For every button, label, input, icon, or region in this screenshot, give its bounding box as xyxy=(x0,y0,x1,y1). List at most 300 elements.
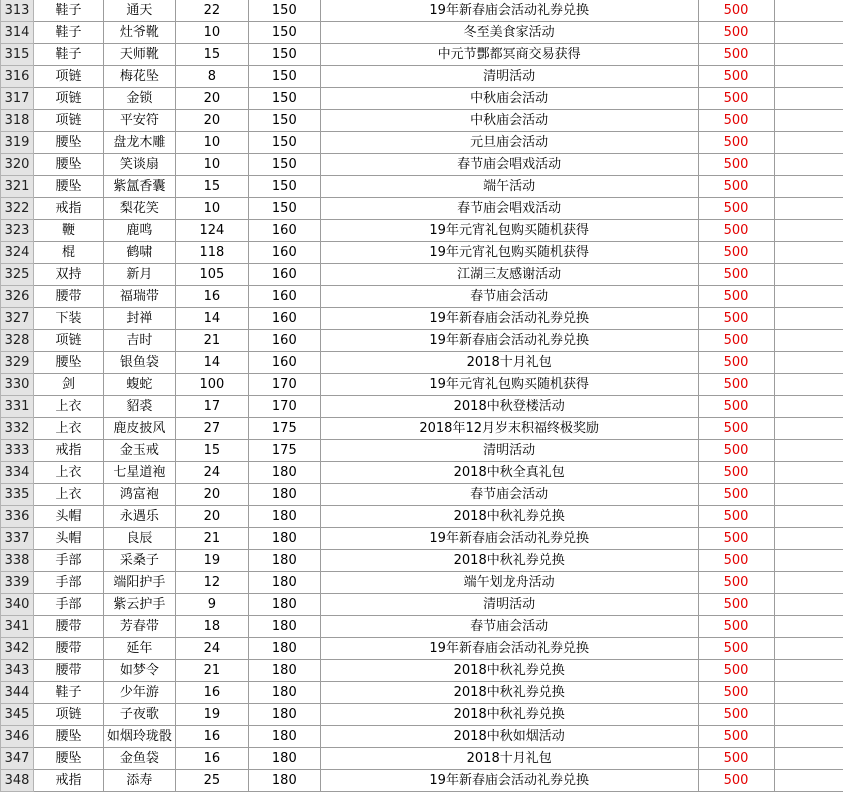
cell-level[interactable]: 10 xyxy=(175,198,248,220)
cell-value[interactable]: 160 xyxy=(248,308,320,330)
cell-type[interactable]: 腰坠 xyxy=(33,176,103,198)
row-header[interactable]: 315 xyxy=(1,44,34,66)
empty-cell[interactable] xyxy=(774,462,843,484)
cell-price[interactable]: 500 xyxy=(698,440,774,462)
cell-value[interactable]: 160 xyxy=(248,352,320,374)
row-header[interactable]: 337 xyxy=(1,528,34,550)
cell-level[interactable]: 16 xyxy=(175,682,248,704)
cell-source[interactable]: 2018十月礼包 xyxy=(320,352,698,374)
empty-cell[interactable] xyxy=(774,440,843,462)
cell-source[interactable]: 2018年12月岁末积福终极奖励 xyxy=(320,418,698,440)
cell-level[interactable]: 27 xyxy=(175,418,248,440)
row-header[interactable]: 316 xyxy=(1,66,34,88)
row-header[interactable]: 335 xyxy=(1,484,34,506)
cell-price[interactable]: 500 xyxy=(698,176,774,198)
cell-item-name[interactable]: 子夜歌 xyxy=(103,704,175,726)
cell-type[interactable]: 头帽 xyxy=(33,506,103,528)
row-header[interactable]: 336 xyxy=(1,506,34,528)
cell-type[interactable]: 项链 xyxy=(33,110,103,132)
cell-type[interactable]: 腰带 xyxy=(33,286,103,308)
cell-type[interactable]: 腰带 xyxy=(33,616,103,638)
cell-item-name[interactable]: 封禅 xyxy=(103,308,175,330)
empty-cell[interactable] xyxy=(774,506,843,528)
cell-type[interactable]: 鞋子 xyxy=(33,22,103,44)
cell-item-name[interactable]: 盘龙木雕 xyxy=(103,132,175,154)
cell-type[interactable]: 项链 xyxy=(33,704,103,726)
cell-level[interactable]: 18 xyxy=(175,616,248,638)
cell-source[interactable]: 2018中秋如烟活动 xyxy=(320,726,698,748)
empty-cell[interactable] xyxy=(774,528,843,550)
row-header[interactable]: 330 xyxy=(1,374,34,396)
cell-level[interactable]: 8 xyxy=(175,66,248,88)
cell-source[interactable]: 2018中秋礼券兑换 xyxy=(320,682,698,704)
empty-cell[interactable] xyxy=(774,44,843,66)
cell-type[interactable]: 腰坠 xyxy=(33,132,103,154)
cell-item-name[interactable]: 良辰 xyxy=(103,528,175,550)
cell-level[interactable]: 14 xyxy=(175,352,248,374)
cell-value[interactable]: 150 xyxy=(248,66,320,88)
cell-value[interactable]: 160 xyxy=(248,264,320,286)
cell-item-name[interactable]: 梅花坠 xyxy=(103,66,175,88)
cell-level[interactable]: 10 xyxy=(175,22,248,44)
cell-price[interactable]: 500 xyxy=(698,484,774,506)
cell-source[interactable]: 春节庙会活动 xyxy=(320,286,698,308)
cell-value[interactable]: 150 xyxy=(248,0,320,22)
cell-level[interactable]: 25 xyxy=(175,770,248,792)
cell-value[interactable]: 180 xyxy=(248,770,320,792)
cell-type[interactable]: 上衣 xyxy=(33,418,103,440)
cell-price[interactable]: 500 xyxy=(698,528,774,550)
row-header[interactable]: 333 xyxy=(1,440,34,462)
cell-price[interactable]: 500 xyxy=(698,594,774,616)
row-header[interactable]: 344 xyxy=(1,682,34,704)
cell-price[interactable]: 500 xyxy=(698,462,774,484)
row-header[interactable]: 314 xyxy=(1,22,34,44)
cell-price[interactable]: 500 xyxy=(698,418,774,440)
cell-value[interactable]: 180 xyxy=(248,682,320,704)
row-header[interactable]: 313 xyxy=(1,0,34,22)
empty-cell[interactable] xyxy=(774,594,843,616)
table-row xyxy=(1,198,843,220)
empty-cell[interactable] xyxy=(774,682,843,704)
empty-cell[interactable] xyxy=(774,616,843,638)
cell-level[interactable]: 100 xyxy=(175,374,248,396)
cell-price[interactable]: 500 xyxy=(698,726,774,748)
table-row xyxy=(1,132,843,154)
empty-cell[interactable] xyxy=(774,352,843,374)
cell-price[interactable]: 500 xyxy=(698,330,774,352)
row-header[interactable]: 348 xyxy=(1,770,34,792)
empty-cell[interactable] xyxy=(774,308,843,330)
cell-level[interactable]: 14 xyxy=(175,308,248,330)
cell-value[interactable]: 180 xyxy=(248,638,320,660)
cell-source[interactable]: 元旦庙会活动 xyxy=(320,132,698,154)
cell-level[interactable]: 24 xyxy=(175,638,248,660)
table-row xyxy=(1,748,843,770)
cell-level[interactable]: 124 xyxy=(175,220,248,242)
cell-item-name[interactable]: 添寿 xyxy=(103,770,175,792)
table-row xyxy=(1,308,843,330)
cell-source[interactable]: 春节庙会活动 xyxy=(320,616,698,638)
cell-value[interactable]: 180 xyxy=(248,484,320,506)
cell-level[interactable]: 118 xyxy=(175,242,248,264)
empty-cell[interactable] xyxy=(774,638,843,660)
cell-type[interactable]: 项链 xyxy=(33,66,103,88)
empty-cell[interactable] xyxy=(774,198,843,220)
cell-price[interactable]: 500 xyxy=(698,154,774,176)
cell-level[interactable]: 20 xyxy=(175,484,248,506)
cell-type[interactable]: 手部 xyxy=(33,594,103,616)
cell-type[interactable]: 下装 xyxy=(33,308,103,330)
cell-source[interactable]: 中秋庙会活动 xyxy=(320,110,698,132)
cell-value[interactable]: 180 xyxy=(248,616,320,638)
table-row xyxy=(1,330,843,352)
empty-cell[interactable] xyxy=(774,374,843,396)
cell-price[interactable]: 500 xyxy=(698,682,774,704)
cell-price[interactable]: 500 xyxy=(698,352,774,374)
empty-cell[interactable] xyxy=(774,396,843,418)
cell-value[interactable]: 180 xyxy=(248,704,320,726)
cell-type[interactable]: 戒指 xyxy=(33,770,103,792)
cell-item-name[interactable]: 吉时 xyxy=(103,330,175,352)
cell-source[interactable]: 19年新春庙会活动礼券兑换 xyxy=(320,0,698,22)
cell-price[interactable]: 500 xyxy=(698,66,774,88)
cell-level[interactable]: 17 xyxy=(175,396,248,418)
cell-item-name[interactable]: 貂裘 xyxy=(103,396,175,418)
cell-level[interactable]: 24 xyxy=(175,462,248,484)
cell-item-name[interactable]: 少年游 xyxy=(103,682,175,704)
cell-source[interactable]: 清明活动 xyxy=(320,66,698,88)
cell-source[interactable]: 端午活动 xyxy=(320,176,698,198)
cell-price[interactable]: 500 xyxy=(698,132,774,154)
row-header[interactable]: 329 xyxy=(1,352,34,374)
cell-source[interactable]: 19年新春庙会活动礼券兑换 xyxy=(320,638,698,660)
cell-type[interactable]: 项链 xyxy=(33,88,103,110)
table-row xyxy=(1,704,843,726)
cell-source[interactable]: 19年元宵礼包购买随机获得 xyxy=(320,220,698,242)
empty-cell[interactable] xyxy=(774,0,843,22)
row-header[interactable]: 334 xyxy=(1,462,34,484)
cell-item-name[interactable]: 金锁 xyxy=(103,88,175,110)
cell-level[interactable]: 10 xyxy=(175,154,248,176)
cell-price[interactable]: 500 xyxy=(698,616,774,638)
empty-cell[interactable] xyxy=(774,22,843,44)
cell-level[interactable]: 21 xyxy=(175,660,248,682)
cell-item-name[interactable]: 银鱼袋 xyxy=(103,352,175,374)
cell-price[interactable]: 500 xyxy=(698,242,774,264)
empty-cell[interactable] xyxy=(774,264,843,286)
cell-value[interactable]: 180 xyxy=(248,572,320,594)
row-header[interactable]: 319 xyxy=(1,132,34,154)
empty-cell[interactable] xyxy=(774,572,843,594)
row-header[interactable]: 331 xyxy=(1,396,34,418)
cell-source[interactable]: 2018中秋礼券兑换 xyxy=(320,660,698,682)
cell-item-name[interactable]: 鸿富袍 xyxy=(103,484,175,506)
cell-item-name[interactable]: 永遇乐 xyxy=(103,506,175,528)
cell-level[interactable]: 21 xyxy=(175,528,248,550)
cell-level[interactable]: 15 xyxy=(175,44,248,66)
cell-source[interactable]: 冬至美食家活动 xyxy=(320,22,698,44)
empty-cell[interactable] xyxy=(774,132,843,154)
row-header[interactable]: 321 xyxy=(1,176,34,198)
cell-item-name[interactable]: 灶爷靴 xyxy=(103,22,175,44)
cell-value[interactable]: 150 xyxy=(248,22,320,44)
cell-type[interactable]: 戒指 xyxy=(33,440,103,462)
empty-cell[interactable] xyxy=(774,242,843,264)
cell-level[interactable]: 10 xyxy=(175,132,248,154)
empty-cell[interactable] xyxy=(774,88,843,110)
cell-item-name[interactable]: 平安符 xyxy=(103,110,175,132)
row-header[interactable]: 338 xyxy=(1,550,34,572)
cell-level[interactable]: 105 xyxy=(175,264,248,286)
cell-level[interactable]: 21 xyxy=(175,330,248,352)
row-header[interactable]: 341 xyxy=(1,616,34,638)
cell-value[interactable]: 180 xyxy=(248,748,320,770)
cell-value[interactable]: 150 xyxy=(248,176,320,198)
cell-type[interactable]: 双持 xyxy=(33,264,103,286)
cell-item-name[interactable]: 金鱼袋 xyxy=(103,748,175,770)
row-header[interactable]: 326 xyxy=(1,286,34,308)
cell-level[interactable]: 19 xyxy=(175,704,248,726)
empty-cell[interactable] xyxy=(774,418,843,440)
row-header[interactable]: 320 xyxy=(1,154,34,176)
cell-level[interactable]: 16 xyxy=(175,748,248,770)
cell-type[interactable]: 鞋子 xyxy=(33,0,103,22)
cell-type[interactable]: 腰坠 xyxy=(33,352,103,374)
row-header[interactable]: 339 xyxy=(1,572,34,594)
cell-value[interactable]: 180 xyxy=(248,550,320,572)
cell-price[interactable]: 500 xyxy=(698,572,774,594)
cell-item-name[interactable]: 鹿鸣 xyxy=(103,220,175,242)
row-header[interactable]: 323 xyxy=(1,220,34,242)
cell-type[interactable]: 戒指 xyxy=(33,198,103,220)
table-row xyxy=(1,550,843,572)
cell-item-name[interactable]: 蝮蛇 xyxy=(103,374,175,396)
cell-price[interactable]: 500 xyxy=(698,308,774,330)
table-row xyxy=(1,88,843,110)
table-row xyxy=(1,154,843,176)
cell-item-name[interactable]: 延年 xyxy=(103,638,175,660)
cell-price[interactable]: 500 xyxy=(698,748,774,770)
cell-type[interactable]: 棍 xyxy=(33,242,103,264)
cell-source[interactable]: 端午划龙舟活动 xyxy=(320,572,698,594)
cell-source[interactable]: 19年元宵礼包购买随机获得 xyxy=(320,374,698,396)
cell-value[interactable]: 150 xyxy=(248,44,320,66)
cell-value[interactable]: 150 xyxy=(248,198,320,220)
cell-item-name[interactable]: 福瑞带 xyxy=(103,286,175,308)
cell-price[interactable]: 500 xyxy=(698,0,774,22)
row-header[interactable]: 328 xyxy=(1,330,34,352)
cell-source[interactable]: 春节庙会唱戏活动 xyxy=(320,154,698,176)
cell-type[interactable]: 剑 xyxy=(33,374,103,396)
cell-source[interactable]: 2018中秋全真礼包 xyxy=(320,462,698,484)
row-header[interactable]: 322 xyxy=(1,198,34,220)
empty-cell[interactable] xyxy=(774,550,843,572)
cell-item-name[interactable]: 七星道袍 xyxy=(103,462,175,484)
cell-level[interactable]: 19 xyxy=(175,550,248,572)
cell-price[interactable]: 500 xyxy=(698,550,774,572)
cell-type[interactable]: 鞋子 xyxy=(33,682,103,704)
cell-price[interactable]: 500 xyxy=(698,110,774,132)
cell-source[interactable]: 春节庙会活动 xyxy=(320,484,698,506)
cell-type[interactable]: 手部 xyxy=(33,550,103,572)
cell-price[interactable]: 500 xyxy=(698,44,774,66)
empty-cell[interactable] xyxy=(774,330,843,352)
cell-item-name[interactable]: 如梦令 xyxy=(103,660,175,682)
row-header[interactable]: 345 xyxy=(1,704,34,726)
cell-source[interactable]: 中元节酆都冥商交易获得 xyxy=(320,44,698,66)
cell-price[interactable]: 500 xyxy=(698,506,774,528)
cell-price[interactable]: 500 xyxy=(698,374,774,396)
cell-value[interactable]: 180 xyxy=(248,594,320,616)
cell-source[interactable]: 19年新春庙会活动礼券兑换 xyxy=(320,330,698,352)
cell-level[interactable]: 15 xyxy=(175,440,248,462)
table-row xyxy=(1,352,843,374)
cell-item-name[interactable]: 紫云护手 xyxy=(103,594,175,616)
row-header[interactable]: 343 xyxy=(1,660,34,682)
table-row xyxy=(1,396,843,418)
cell-item-name[interactable]: 端阳护手 xyxy=(103,572,175,594)
cell-source[interactable]: 2018十月礼包 xyxy=(320,748,698,770)
row-header[interactable]: 318 xyxy=(1,110,34,132)
cell-item-name[interactable]: 芳春带 xyxy=(103,616,175,638)
row-header[interactable]: 346 xyxy=(1,726,34,748)
empty-cell[interactable] xyxy=(774,660,843,682)
cell-level[interactable]: 16 xyxy=(175,726,248,748)
row-header[interactable]: 325 xyxy=(1,264,34,286)
row-header[interactable]: 324 xyxy=(1,242,34,264)
empty-cell[interactable] xyxy=(774,154,843,176)
cell-level[interactable]: 12 xyxy=(175,572,248,594)
row-header[interactable]: 347 xyxy=(1,748,34,770)
row-header[interactable]: 317 xyxy=(1,88,34,110)
cell-type[interactable]: 上衣 xyxy=(33,396,103,418)
cell-value[interactable]: 150 xyxy=(248,88,320,110)
empty-cell[interactable] xyxy=(774,704,843,726)
cell-type[interactable]: 项链 xyxy=(33,330,103,352)
cell-level[interactable]: 15 xyxy=(175,176,248,198)
cell-type[interactable]: 上衣 xyxy=(33,484,103,506)
cell-value[interactable]: 180 xyxy=(248,506,320,528)
cell-item-name[interactable]: 紫氲香囊 xyxy=(103,176,175,198)
cell-type[interactable]: 头帽 xyxy=(33,528,103,550)
cell-source[interactable]: 2018中秋登楼活动 xyxy=(320,396,698,418)
cell-source[interactable]: 2018中秋礼券兑换 xyxy=(320,704,698,726)
cell-value[interactable]: 160 xyxy=(248,330,320,352)
cell-level[interactable]: 9 xyxy=(175,594,248,616)
cell-type[interactable]: 鞭 xyxy=(33,220,103,242)
cell-item-name[interactable]: 天师靴 xyxy=(103,44,175,66)
cell-item-name[interactable]: 如烟玲珑骰 xyxy=(103,726,175,748)
cell-value[interactable]: 150 xyxy=(248,132,320,154)
empty-cell[interactable] xyxy=(774,726,843,748)
cell-level[interactable]: 16 xyxy=(175,286,248,308)
cell-type[interactable]: 腰带 xyxy=(33,660,103,682)
cell-price[interactable]: 500 xyxy=(698,264,774,286)
row-header[interactable]: 342 xyxy=(1,638,34,660)
cell-level[interactable]: 22 xyxy=(175,0,248,22)
cell-type[interactable]: 腰坠 xyxy=(33,726,103,748)
cell-type[interactable]: 腰带 xyxy=(33,638,103,660)
cell-source[interactable]: 19年新春庙会活动礼券兑换 xyxy=(320,528,698,550)
cell-value[interactable]: 180 xyxy=(248,528,320,550)
cell-value[interactable]: 150 xyxy=(248,110,320,132)
cell-source[interactable]: 江湖三友感谢活动 xyxy=(320,264,698,286)
cell-value[interactable]: 175 xyxy=(248,440,320,462)
cell-price[interactable]: 500 xyxy=(698,638,774,660)
cell-level[interactable]: 20 xyxy=(175,506,248,528)
cell-item-name[interactable]: 新月 xyxy=(103,264,175,286)
cell-price[interactable]: 500 xyxy=(698,198,774,220)
cell-price[interactable]: 500 xyxy=(698,220,774,242)
cell-item-name[interactable]: 金玉戒 xyxy=(103,440,175,462)
cell-item-name[interactable]: 鹿皮披风 xyxy=(103,418,175,440)
cell-price[interactable]: 500 xyxy=(698,286,774,308)
cell-value[interactable]: 180 xyxy=(248,726,320,748)
cell-item-name[interactable]: 笑谈扇 xyxy=(103,154,175,176)
empty-cell[interactable] xyxy=(774,286,843,308)
cell-price[interactable]: 500 xyxy=(698,770,774,792)
cell-value[interactable]: 170 xyxy=(248,396,320,418)
cell-price[interactable]: 500 xyxy=(698,88,774,110)
empty-cell[interactable] xyxy=(774,176,843,198)
cell-value[interactable]: 160 xyxy=(248,220,320,242)
cell-level[interactable]: 20 xyxy=(175,110,248,132)
cell-item-name[interactable]: 通天 xyxy=(103,0,175,22)
cell-item-name[interactable]: 梨花笑 xyxy=(103,198,175,220)
cell-value[interactable]: 175 xyxy=(248,418,320,440)
cell-source[interactable]: 2018中秋礼券兑换 xyxy=(320,506,698,528)
cell-item-name[interactable]: 鹤啸 xyxy=(103,242,175,264)
empty-cell[interactable] xyxy=(774,484,843,506)
cell-value[interactable]: 180 xyxy=(248,660,320,682)
cell-source[interactable]: 2018中秋礼券兑换 xyxy=(320,550,698,572)
row-header[interactable]: 332 xyxy=(1,418,34,440)
empty-cell[interactable] xyxy=(774,66,843,88)
cell-type[interactable]: 腰坠 xyxy=(33,154,103,176)
table-row xyxy=(1,66,843,88)
cell-type[interactable]: 鞋子 xyxy=(33,44,103,66)
cell-type[interactable]: 腰坠 xyxy=(33,748,103,770)
empty-cell[interactable] xyxy=(774,748,843,770)
cell-source[interactable]: 19年新春庙会活动礼券兑换 xyxy=(320,308,698,330)
cell-source[interactable]: 中秋庙会活动 xyxy=(320,88,698,110)
cell-price[interactable]: 500 xyxy=(698,704,774,726)
cell-value[interactable]: 160 xyxy=(248,286,320,308)
cell-price[interactable]: 500 xyxy=(698,396,774,418)
cell-value[interactable]: 150 xyxy=(248,154,320,176)
empty-cell[interactable] xyxy=(774,770,843,792)
row-header[interactable]: 327 xyxy=(1,308,34,330)
cell-type[interactable]: 手部 xyxy=(33,572,103,594)
cell-type[interactable]: 上衣 xyxy=(33,462,103,484)
cell-source[interactable]: 春节庙会唱戏活动 xyxy=(320,198,698,220)
cell-item-name[interactable]: 采桑子 xyxy=(103,550,175,572)
cell-value[interactable]: 170 xyxy=(248,374,320,396)
cell-level[interactable]: 20 xyxy=(175,88,248,110)
cell-source[interactable]: 19年元宵礼包购买随机获得 xyxy=(320,242,698,264)
cell-source[interactable]: 清明活动 xyxy=(320,594,698,616)
cell-source[interactable]: 19年新春庙会活动礼券兑换 xyxy=(320,770,698,792)
cell-value[interactable]: 160 xyxy=(248,242,320,264)
cell-source[interactable]: 清明活动 xyxy=(320,440,698,462)
cell-price[interactable]: 500 xyxy=(698,660,774,682)
empty-cell[interactable] xyxy=(774,220,843,242)
empty-cell[interactable] xyxy=(774,110,843,132)
row-header[interactable]: 340 xyxy=(1,594,34,616)
cell-price[interactable]: 500 xyxy=(698,22,774,44)
cell-value[interactable]: 180 xyxy=(248,462,320,484)
